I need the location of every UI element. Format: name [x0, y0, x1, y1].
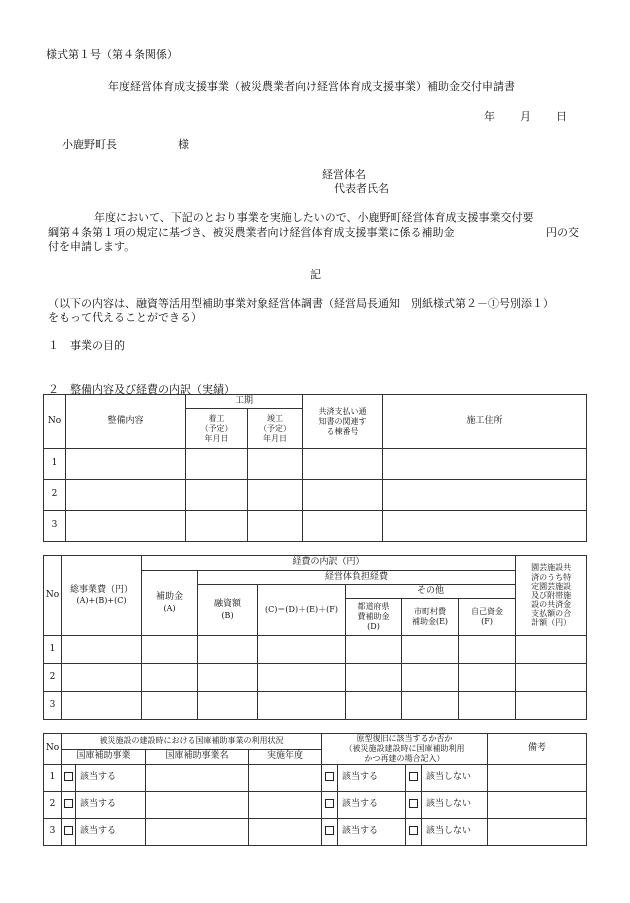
col-breakdown: 経費の内訳（円） — [142, 556, 516, 571]
checkbox[interactable] — [64, 826, 73, 835]
table-row: 3 — [44, 692, 587, 720]
checkbox[interactable] — [325, 772, 334, 781]
col-loan: 融資額 (B) — [198, 585, 258, 636]
col-content: 整備内容 — [66, 395, 186, 449]
col-garden: 園芸施設共 済のうち特 定園芸施設 及び附帯施 設の共済金 支払額の合 計額（円） — [516, 556, 587, 636]
addressee-honorific: 様 — [178, 138, 189, 151]
col-start: 着工 （予定） 年月日 — [186, 409, 248, 449]
checkbox[interactable] — [409, 826, 418, 835]
col-year: 実施年度 — [249, 749, 322, 765]
table-row: 1 該当する 該当する 該当しない — [44, 765, 587, 792]
table-row: 2 — [44, 480, 587, 511]
usage-table — [43, 733, 587, 846]
checkbox[interactable] — [409, 799, 418, 808]
col-own: 自己資金 (F) — [459, 599, 516, 636]
col-period: 工期 — [186, 395, 303, 409]
applicant-rep: 代表者氏名 — [334, 182, 389, 195]
col-pref: 都道府県 費補助金 (D) — [346, 599, 402, 636]
col-restore: 原型復旧に該当するか否か （被災施設建設時に国庫補助利用 かつ再建の場合記入） — [322, 734, 488, 765]
col-c: (C)＝(D)＋(E)＋(F) — [258, 585, 346, 636]
col-burden: 経営体負担経費 — [198, 571, 516, 585]
checkbox[interactable] — [409, 772, 418, 781]
note-line-1: （以下の内容は、融資等活用型補助事業対象経営体調書（経営局長通知 別紙様式第２－①号別添１） — [48, 297, 554, 310]
col-usage: 被災施設の建設時における国庫補助事業の利用状況 — [62, 734, 322, 750]
col-total: 総事業費（円） (A)+(B)+(C) — [62, 556, 142, 636]
col-remarks: 備考 — [488, 734, 587, 765]
col-notice: 共済支払い通 知書の関連す る棟番号 — [303, 395, 383, 449]
table-row: 3 該当する 該当する 該当しない — [44, 819, 587, 846]
note-line-2: をもって代えることができる） — [48, 311, 202, 324]
col-other: その他 — [346, 585, 516, 599]
form-title: 年度経営体育成支援事業（被災農業者向け経営体育成支援事業）補助金交付申請書 — [108, 80, 515, 93]
col-end: 竣工 （予定） 年月日 — [248, 409, 303, 449]
checkbox[interactable] — [325, 799, 334, 808]
table-row: 2 該当する 該当する 該当しない — [44, 792, 587, 819]
applicant-entity: 経営体名 — [322, 168, 366, 181]
body-line-2a: 綱第４条第１項の規定に基づき、被災農業者向け経営体育成支援事業に係る補助金 — [48, 226, 455, 239]
section-1-heading: １ 事業の目的 — [48, 339, 125, 352]
checkbox[interactable] — [325, 826, 334, 835]
table-row: 1 — [44, 636, 587, 664]
checkbox[interactable] — [64, 799, 73, 808]
col-no: No — [44, 395, 66, 449]
col-no: No — [44, 556, 62, 636]
date-month: 月 — [520, 110, 531, 123]
col-subsidy: 補助金 (A) — [142, 571, 198, 636]
table-row: 2 — [44, 664, 587, 692]
table-row: 3 — [44, 511, 587, 542]
body-line-1: 年度において、下記のとおり事業を実施したいので、小鹿野町経営体育成支援事業交付要 — [94, 211, 534, 224]
table-row: 1 — [44, 449, 587, 480]
body-line-2b: 円の交 — [546, 226, 579, 239]
addressee: 小鹿野町長 — [62, 138, 117, 151]
works-table — [43, 394, 587, 542]
checkbox[interactable] — [64, 772, 73, 781]
col-no: No — [44, 734, 62, 765]
cost-table — [43, 555, 587, 720]
ki-heading: 記 — [310, 268, 321, 281]
date-day: 日 — [556, 110, 567, 123]
col-project-name: 国庫補助事業名 — [146, 749, 249, 765]
col-site: 施工住所 — [383, 395, 587, 449]
body-line-3: 付を申請します。 — [48, 240, 136, 253]
form-number: 様式第１号（第４条関係） — [46, 48, 178, 61]
col-subsidy-project: 国庫補助事業 — [62, 749, 146, 765]
date-year: 年 — [484, 110, 495, 123]
col-city: 市町村費 補助金(E) — [402, 599, 459, 636]
section-2-heading: ２ 整備内容及び経費の内訳（実績） — [48, 383, 235, 396]
